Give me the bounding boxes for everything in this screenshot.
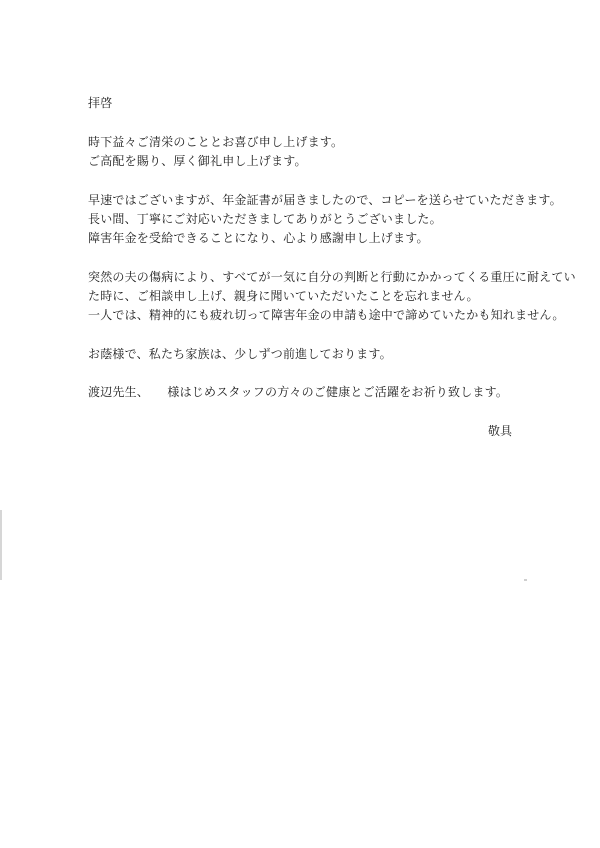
scan-edge-mark xyxy=(0,510,2,580)
gratitude-line-2: た時に、ご相談申し上げ、親身に聞いていただいたことを忘れません。 xyxy=(88,289,479,303)
progress-line: お蔭様で、私たち家族は、少しずつ前進しております。 xyxy=(88,347,392,361)
scan-dust-mark xyxy=(524,579,527,581)
report-line-2: 長い間、丁寧にご対応いただきましてありがとうございました。 xyxy=(88,212,442,226)
wishes-line: 渡辺先生、 様はじめスタッフの方々のご健康とご活躍をお祈り致します。 xyxy=(88,385,509,399)
opening-salutation: 拝啓 xyxy=(88,96,113,110)
gratitude-line-3: 一人では、精神的にも疲れ切って障害年金の申請も途中で諦めていたかも知れません。 xyxy=(88,308,565,322)
greeting-line-1: 時下益々ご清栄のこととお喜び申し上げます。 xyxy=(88,135,344,149)
report-line-1: 早速ではございますが、年金証書が届きましたので、コピーを送らせていただきます。 xyxy=(88,193,562,207)
report-line-3: 障害年金を受給できることになり、心より感謝申し上げます。 xyxy=(88,231,429,245)
greeting-line-2: ご高配を賜り、厚く御礼申し上げます。 xyxy=(88,154,307,168)
gratitude-line-1: 突然の夫の傷病により、すべてが一気に自分の判断と行動にかかってくる重圧に耐えてい xyxy=(88,270,576,284)
closing-salutation: 敬具 xyxy=(487,424,512,438)
